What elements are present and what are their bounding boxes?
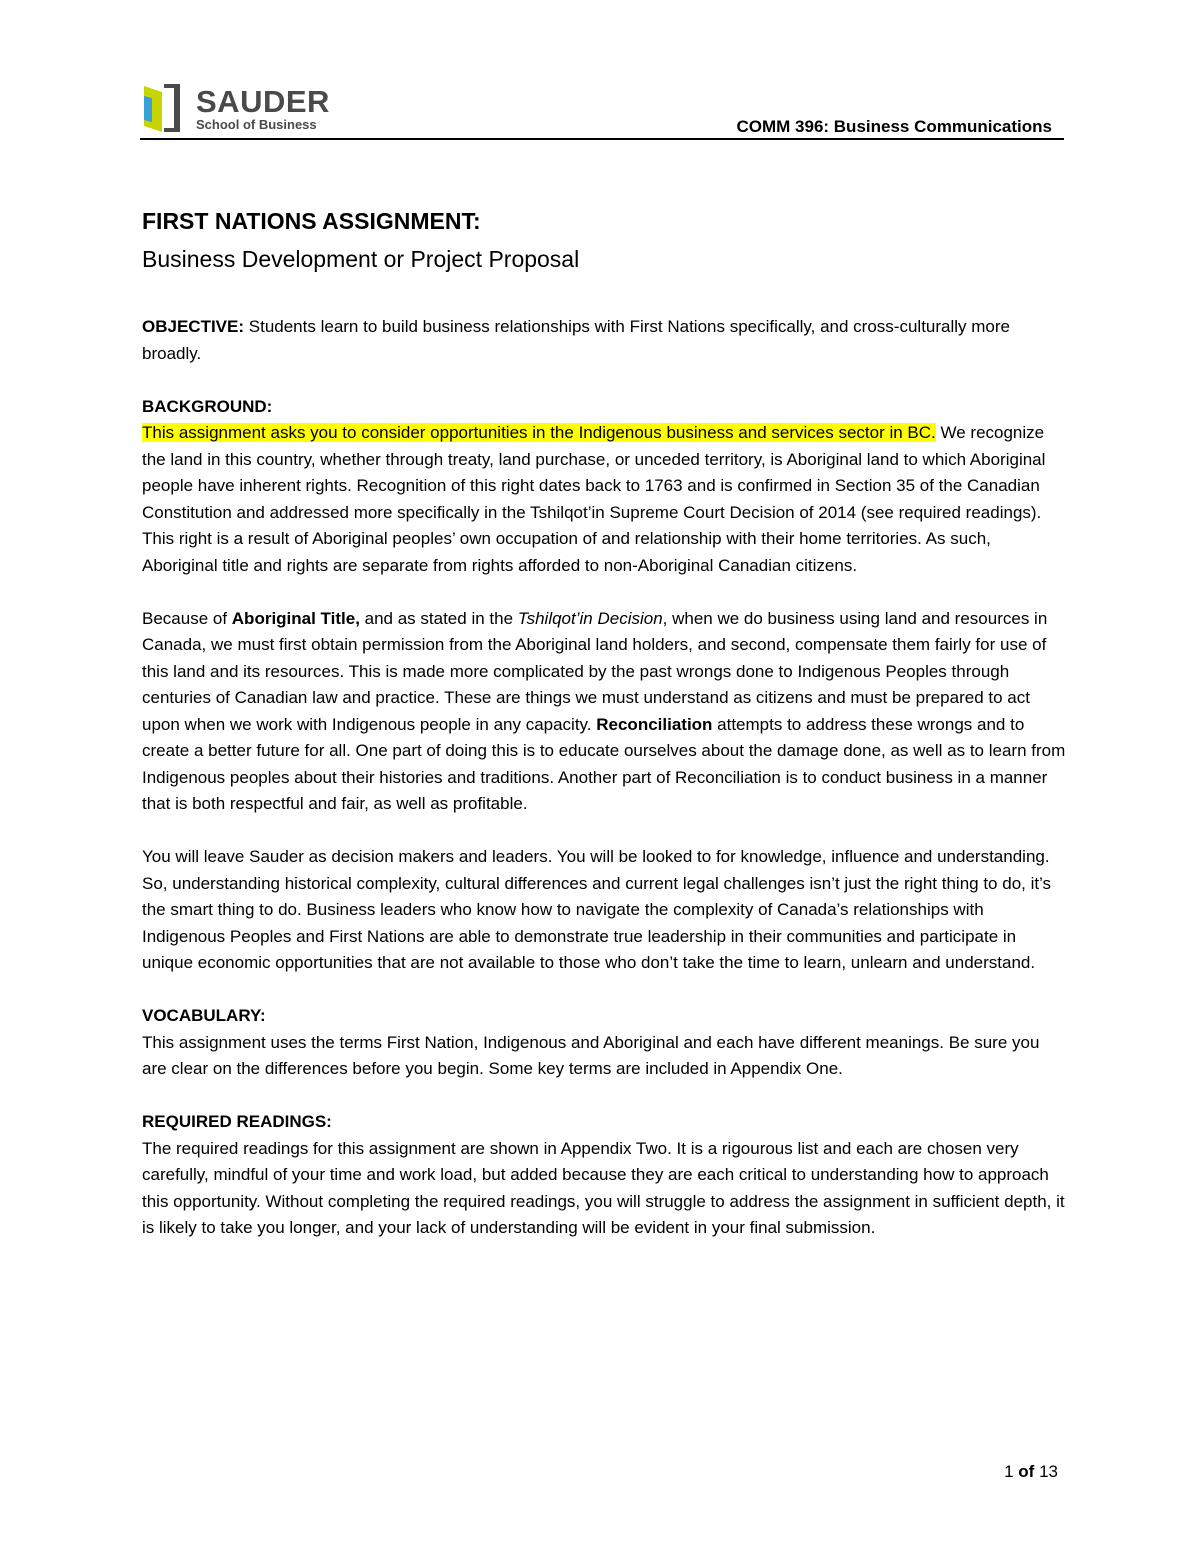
readings-paragraph: The required readings for this assignment are shown in Appendix Two. It is a rigourous list and each are chosen very carefully, mindful of your time and work load, but added because they are each critical to understanding how to approach this opportunity. Without completing the required readings, you will struggle to address the assignment in sufficient depth, it is likely to take you longer, and your lack of understanding will be evident in your final submission.	[142, 1138, 1065, 1237]
header-divider	[140, 138, 1064, 140]
sauder-logo-icon	[140, 82, 184, 132]
logo-name: SAUDER	[196, 84, 330, 119]
background-paragraph-3: You will leave Sauder as decision makers and leaders. You will be looked to for knowledge, influence and understanding. So, understanding historical complexity, cultural differences and current legal challenges isn’t just the right thing to do, it’s the smart thing to do. Business leaders who know how to navigate the complexity of Canada’s relationships with Indigenous Peoples and First Nations are able to demonstrate true leadership in their communities and participate in unique economic opportunities that are not available to those who don’t take the time to learn, unlearn and understand.	[142, 847, 1052, 972]
highlighted-text: This assignment asks you to consider opportunities in the Indigenous business and services sector in BC.	[142, 423, 936, 442]
course-title: COMM 396: Business Communications	[736, 117, 1052, 136]
page-title: FIRST NATIONS ASSIGNMENT:	[142, 208, 481, 234]
background-paragraph-2: Because of Aboriginal Title, and as stated in the Tshilqot’in Decision, when we do business using land and resources in Canada, we must first obtain permission from the Aboriginal land holders, and second, compensate them fairly for use of this land and its resources. This is made more complicated by the past wrongs done to Indigenous Peoples through centuries of Canadian law and practice. These are things we must understand as citizens and must be prepared to act upon when we work with Indigenous people in any capacity. Reconciliation attempts to address these wrongs and to create a better future for all. One part of doing this is to educate ourselves about the damage done, as well as to learn from Indigenous peoples about their histories and traditions. Another part of Reconciliation is to conduct business in a manner that is both respectful and fair, as well as profitable.	[142, 608, 1066, 813]
background-paragraph-1: This assignment asks you to consider opportunities in the Indigenous business and services sector in BC. We recognize the land in this country, whether through treaty, land purchase, or unceded territory, is Aboriginal land to which Aboriginal people have inherent rights. Recognition of this right dates back to 1763 and is confirmed in Section 35 of the Canadian Constitution and addressed more specifically in the Tshilqot’in Supreme Court Decision of 2014 (see required readings). This right is a result of Aboriginal peoples’ own occupation of and relationship with their home territories. As such, Aboriginal title and rights are separate from rights afforded to non-Aboriginal Canadian citizens.	[142, 423, 1046, 575]
objective-paragraph	[142, 314, 1066, 367]
objective-label: OBJECTIVE:	[142, 317, 245, 336]
background-label: BACKGROUND:	[142, 396, 273, 416]
vocabulary-label: VOCABULARY:	[142, 1006, 266, 1025]
logo-subtitle: School of Business	[196, 117, 317, 132]
page-subtitle: Business Development or Project Proposal	[142, 246, 580, 272]
document-body	[142, 206, 1066, 1242]
objective-text: Students learn to build business relationships with First Nations specifically, and cross-culturally more broadly.	[142, 317, 1010, 363]
page-number: 1 of 13	[1004, 1462, 1058, 1481]
readings-label: REQUIRED READINGS:	[142, 1112, 332, 1131]
sauder-logo	[140, 82, 340, 138]
vocabulary-paragraph: This assignment uses the terms First Nation, Indigenous and Aboriginal and each have different meanings. Be sure you are clear on the differences before you begin. Some key terms are included in Appendix One.	[142, 1032, 1040, 1078]
